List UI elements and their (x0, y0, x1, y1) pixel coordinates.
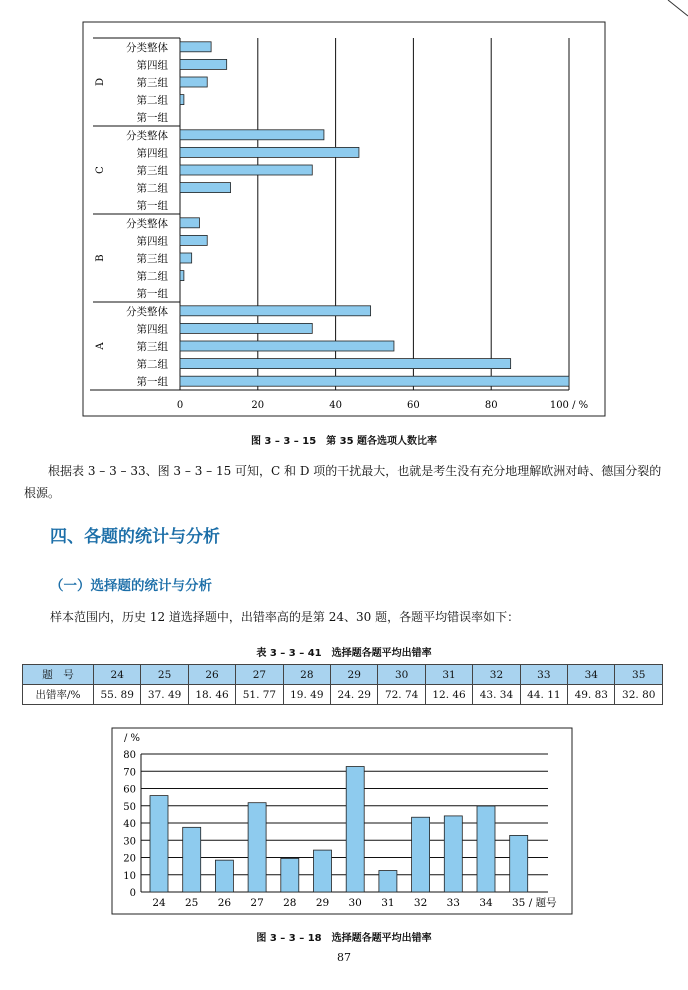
table-cell: 37. 49 (141, 685, 188, 705)
figure-option-chart (0, 0, 688, 430)
bar (150, 796, 168, 892)
y-tick-label: 10 (123, 870, 136, 882)
bar (183, 827, 201, 892)
table-cell: 32. 80 (615, 685, 663, 705)
option-label: C (95, 166, 106, 174)
table-cell: 18. 46 (188, 685, 235, 705)
bar (444, 816, 462, 892)
table-header-cell: 28 (283, 665, 330, 685)
subsection-heading: （一）选择题的统计与分析 (50, 578, 212, 594)
y-tick-label: 80 (123, 750, 136, 761)
bar (180, 359, 511, 369)
option-label: D (95, 77, 106, 87)
category-label: 第二组 (136, 182, 168, 195)
x-tick-label: 40 (329, 400, 342, 411)
category-label: 第三组 (136, 253, 168, 265)
bar (180, 77, 207, 87)
table-cell: 24. 29 (331, 685, 378, 705)
table-header-cell: 25 (141, 665, 188, 685)
x-tick-label: 80 (484, 400, 498, 411)
category-label: 第二组 (136, 358, 168, 371)
table-cell: 12. 46 (425, 685, 472, 705)
x-tick-label: 34 (479, 897, 493, 909)
bar (180, 183, 231, 193)
x-tick-label: 33 (446, 897, 460, 909)
bar (314, 850, 332, 892)
category-label: 第一组 (136, 288, 168, 301)
error-rate-table (22, 664, 663, 705)
category-label: 第四组 (136, 235, 168, 248)
y-tick-label: 0 (129, 888, 136, 899)
bar (180, 218, 199, 228)
x-tick-label: 60 (407, 400, 420, 411)
bar (180, 147, 359, 157)
y-tick-label: 50 (123, 801, 136, 813)
bar (180, 235, 207, 245)
y-axis-unit: / % (124, 733, 141, 744)
table-header-cell: 35 (615, 665, 663, 685)
bar (180, 165, 312, 175)
x-tick-label: 20 (251, 400, 265, 411)
table-header-cell: 29 (331, 665, 378, 685)
bar (180, 376, 569, 386)
category-label: 第三组 (136, 341, 168, 353)
option-label: A (95, 342, 106, 350)
bar (180, 42, 211, 52)
x-tick-label: 26 (217, 897, 232, 909)
page-number: 87 (337, 951, 351, 964)
bar (180, 341, 394, 351)
x-axis-unit: / 题号 (528, 897, 557, 909)
bar (180, 253, 192, 263)
table-header-cell: 31 (425, 665, 472, 685)
category-label: 第四组 (136, 147, 168, 160)
bar (180, 323, 312, 333)
x-tick-label: 32 (413, 897, 428, 909)
table-caption: 表 3 – 3 – 41 选择题各题平均出错率 (256, 648, 432, 659)
table-header-label: 题 号 (23, 665, 94, 685)
x-tick-label: 29 (315, 897, 330, 909)
intro-paragraph: 样本范围内，历史 12 道选择题中，出错率高的是第 24、30 题，各题平均错误率如下： (50, 610, 520, 624)
x-tick-label: 25 (185, 897, 199, 909)
category-label: 分类整体 (126, 41, 168, 54)
bar (379, 871, 397, 892)
category-label: 第三组 (136, 77, 168, 89)
x-tick-label: 0 (176, 400, 184, 411)
bar (412, 817, 430, 892)
x-tick-label: 28 (283, 897, 297, 909)
table-row-label: 出错率/% (23, 685, 94, 705)
category-label: 第三组 (136, 165, 168, 177)
table-cell: 51. 77 (236, 685, 283, 705)
figure-1-caption: 图 3 – 3 – 15 第 35 题各选项人数比率 (250, 436, 438, 447)
y-tick-label: 40 (123, 819, 136, 830)
table-header-cell: 27 (236, 665, 283, 685)
table-header-cell: 24 (94, 665, 141, 685)
y-tick-label: 30 (123, 836, 136, 848)
x-tick-label: 35 (512, 897, 526, 909)
bar (215, 860, 233, 892)
category-label: 第二组 (136, 94, 168, 107)
x-tick-label: 31 (381, 897, 395, 909)
bar (180, 95, 184, 105)
category-label: 分类整体 (126, 305, 168, 318)
table-header-cell: 33 (520, 665, 567, 685)
table-header-cell: 30 (378, 665, 425, 685)
category-label: 第二组 (136, 270, 168, 283)
bar (281, 858, 299, 892)
bar (477, 806, 495, 892)
figure-2-caption: 图 3 – 3 – 18 选择题各题平均出错率 (256, 933, 432, 944)
category-label: 分类整体 (126, 217, 168, 230)
table-header-cell: 26 (188, 665, 235, 685)
bar (346, 767, 364, 892)
table-header-cell: 34 (568, 665, 615, 685)
y-tick-label: 20 (123, 853, 136, 865)
bar (248, 803, 266, 892)
table-row (23, 685, 663, 705)
category-label: 第四组 (136, 59, 168, 72)
category-label: 第四组 (136, 323, 168, 336)
option-label: B (95, 254, 106, 262)
y-tick-label: 60 (123, 784, 136, 796)
x-tick-label: 100 / % (549, 400, 589, 411)
category-label: 第一组 (136, 112, 168, 125)
table-cell: 72. 74 (378, 685, 425, 705)
bar (180, 59, 227, 69)
x-tick-label: 24 (152, 897, 166, 909)
analysis-paragraph: 根据表 3 – 3 – 33、图 3 – 3 – 15 可知，C 和 D 项的干扰最大，也就是考生没有充分地理解欧洲对峙、德国分裂的根源。 (24, 464, 662, 500)
table-cell: 44. 11 (520, 685, 567, 705)
table-cell: 49. 83 (568, 685, 615, 705)
bar (180, 306, 371, 316)
category-label: 第一组 (136, 376, 168, 389)
chart-frame (112, 728, 572, 914)
table-cell: 43. 34 (473, 685, 520, 705)
table-cell: 19. 49 (283, 685, 330, 705)
category-label: 第一组 (136, 200, 168, 213)
table-cell: 55. 89 (94, 685, 141, 705)
x-tick-label: 27 (250, 897, 264, 909)
bar (510, 835, 528, 892)
section-heading: 四、各题的统计与分析 (50, 527, 220, 547)
y-tick-label: 70 (123, 767, 136, 779)
category-label: 分类整体 (126, 129, 168, 142)
x-tick-label: 30 (348, 897, 362, 909)
table-header-row (23, 665, 663, 685)
bar (180, 130, 324, 140)
bar (180, 271, 184, 281)
table-header-cell: 32 (473, 665, 520, 685)
